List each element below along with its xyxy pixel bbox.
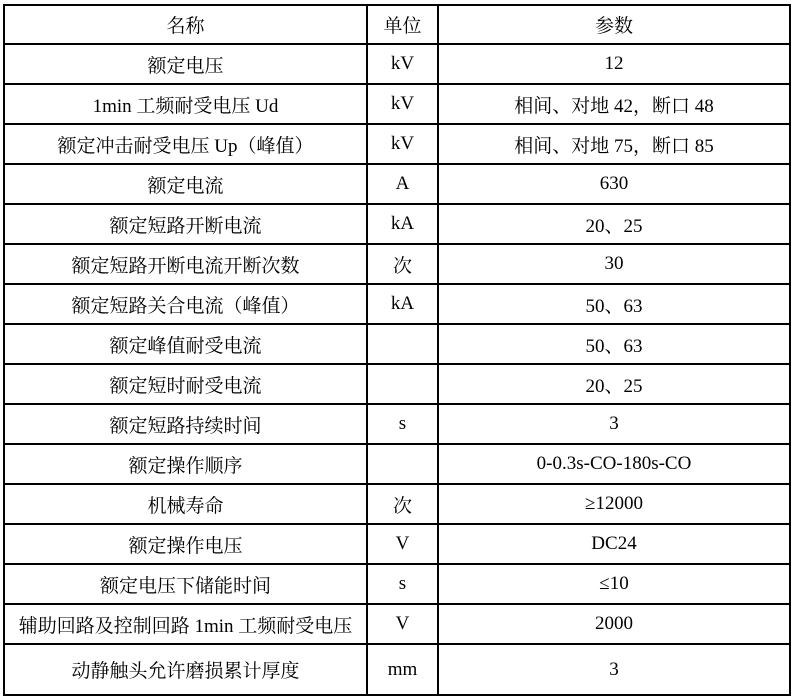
table-row (4, 124, 790, 164)
table-row (4, 84, 790, 124)
table-row (4, 44, 790, 84)
table-row (4, 644, 790, 695)
row-value-cell: 630 (438, 164, 790, 204)
column-header-name: 名称 (4, 5, 367, 44)
spec-table (3, 4, 791, 696)
table-row (4, 324, 790, 364)
table-row (4, 284, 790, 324)
row-unit-cell: kV (367, 84, 438, 124)
row-value-cell: 20、25 (438, 364, 790, 404)
row-unit-cell: 次 (367, 484, 438, 524)
table-row (4, 524, 790, 564)
row-unit-cell (367, 364, 438, 404)
row-value-cell: 50、63 (438, 284, 790, 324)
column-header-param: 参数 (438, 5, 790, 44)
row-value-cell: 相间、对地 42，断口 48 (438, 84, 790, 124)
row-value-cell: 相间、对地 75，断口 85 (438, 124, 790, 164)
table-row (4, 204, 790, 244)
table-row (4, 444, 790, 484)
table-row (4, 244, 790, 284)
row-unit-cell: V (367, 524, 438, 564)
row-name-cell: 机械寿命 (4, 484, 367, 524)
table-row (4, 484, 790, 524)
row-name-cell: 额定电压下储能时间 (4, 564, 367, 604)
spec-table-container (3, 4, 789, 696)
row-name-cell: 额定峰值耐受电流 (4, 324, 367, 364)
table-row (4, 164, 790, 204)
row-value-cell: ≥12000 (438, 484, 790, 524)
row-unit-cell: 次 (367, 244, 438, 284)
row-name-cell: 额定冲击耐受电压 Up（峰值） (4, 124, 367, 164)
row-name-cell: 额定短路关合电流（峰值） (4, 284, 367, 324)
header-row (4, 5, 790, 44)
row-value-cell: 50、63 (438, 324, 790, 364)
row-name-cell: 动静触头允许磨损累计厚度 (4, 644, 367, 695)
row-value-cell: 20、25 (438, 204, 790, 244)
row-name-cell: 辅助回路及控制回路 1min 工频耐受电压 (4, 604, 367, 644)
table-row (4, 404, 790, 444)
row-value-cell: 3 (438, 644, 790, 695)
table-row (4, 364, 790, 404)
row-name-cell: 额定电流 (4, 164, 367, 204)
column-header-unit: 单位 (367, 5, 438, 44)
row-unit-cell: s (367, 564, 438, 604)
row-value-cell: 3 (438, 404, 790, 444)
row-name-cell: 额定操作顺序 (4, 444, 367, 484)
row-unit-cell: A (367, 164, 438, 204)
table-row (4, 564, 790, 604)
row-value-cell: 2000 (438, 604, 790, 644)
row-name-cell: 额定电压 (4, 44, 367, 84)
row-value-cell: 30 (438, 244, 790, 284)
row-unit-cell: kV (367, 124, 438, 164)
row-unit-cell: V (367, 604, 438, 644)
row-unit-cell: kA (367, 204, 438, 244)
row-name-cell: 额定短路持续时间 (4, 404, 367, 444)
row-value-cell: DC24 (438, 524, 790, 564)
row-value-cell: 12 (438, 44, 790, 84)
row-unit-cell: mm (367, 644, 438, 695)
row-unit-cell (367, 444, 438, 484)
row-unit-cell: kV (367, 44, 438, 84)
row-unit-cell: s (367, 404, 438, 444)
row-name-cell: 额定短时耐受电流 (4, 364, 367, 404)
row-name-cell: 额定短路开断电流开断次数 (4, 244, 367, 284)
row-name-cell: 额定操作电压 (4, 524, 367, 564)
row-name-cell: 额定短路开断电流 (4, 204, 367, 244)
table-row (4, 604, 790, 644)
row-value-cell: 0-0.3s-CO-180s-CO (438, 444, 790, 484)
row-value-cell: ≤10 (438, 564, 790, 604)
row-unit-cell: kA (367, 284, 438, 324)
row-name-cell: 1min 工频耐受电压 Ud (4, 84, 367, 124)
row-unit-cell (367, 324, 438, 364)
